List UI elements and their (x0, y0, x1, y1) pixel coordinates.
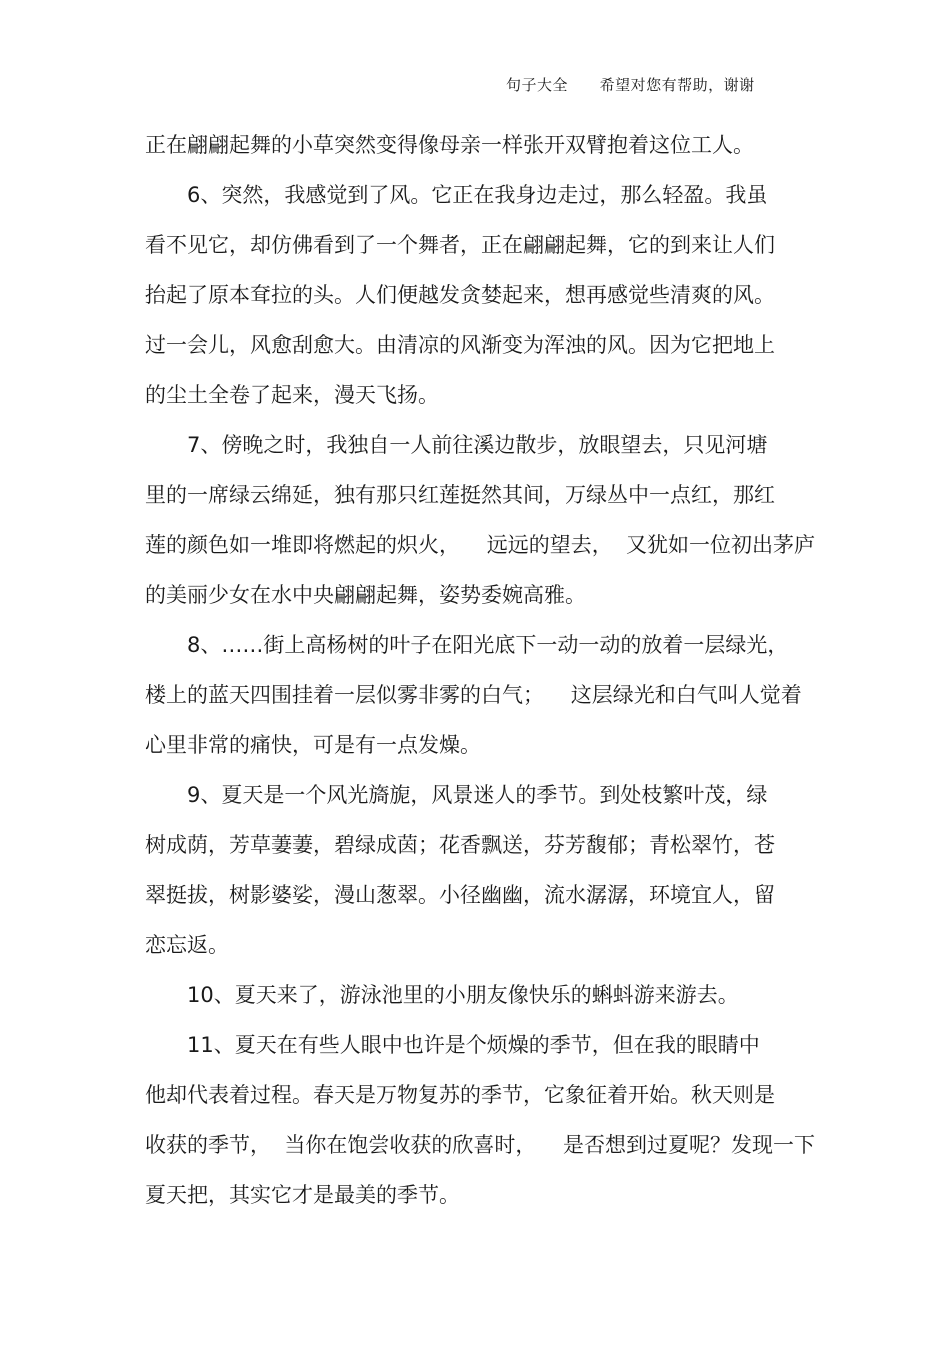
text-line: 过一会儿，风愈刮愈大。由清凉的风渐变为浑浊的风。因为它把地上 (145, 333, 775, 357)
text-line: 11、夏天在有些人眼中也许是个烦燥的季节，但在我的眼睛中 (187, 1033, 760, 1057)
text-line: 翠挺拔，树影婆娑，漫山葱翠。小径幽幽，流水潺潺，环境宜人，留 (145, 883, 775, 907)
page-header (506, 74, 755, 95)
text-line: 莲的颜色如一堆即将燃起的炽火， 远远的望去， 又犹如一位初出茅庐 (145, 533, 816, 557)
document-body (145, 125, 816, 1225)
text-line: 10、夏天来了，游泳池里的小朋友像快乐的蝌蚪游来游去。 (187, 983, 739, 1007)
text-line: 的尘土全卷了起来，漫天飞扬。 (145, 383, 439, 407)
text-line: 8、……街上高杨树的叶子在阳光底下一动一动的放着一层绿光， (187, 633, 789, 657)
text-line: 6、突然，我感觉到了风。它正在我身边走过，那么轻盈。我虽 (187, 183, 768, 207)
text-line: 7、傍晚之时，我独自一人前往溪边散步，放眼望去，只见河塘 (187, 433, 768, 457)
text-line: 里的一席绿云绵延，独有那只红莲挺然其间，万绿丛中一点红，那红 (145, 483, 775, 507)
text-line: 看不见它，却仿佛看到了一个舞者，正在翩翩起舞，它的到来让人们 (145, 233, 775, 257)
text-line: 抬起了原本耷拉的头。人们便越发贪婪起来，想再感觉些清爽的风。 (145, 283, 775, 307)
text-line: 心里非常的痛快，可是有一点发燥。 (145, 733, 481, 757)
text-line: 树成荫，芳草萋萋，碧绿成茵；花香飘送，芬芳馥郁；青松翠竹，苍 (145, 833, 775, 857)
text-line: 恋忘返。 (145, 933, 229, 957)
text-line: 夏天把，其实它才是最美的季节。 (145, 1183, 460, 1207)
text-line: 楼上的蓝天四围挂着一层似雾非雾的白气； 这层绿光和白气叫人觉着 (145, 683, 802, 707)
text-line: 收获的季节， 当你在饱尝收获的欣喜时， 是否想到过夏呢？发现一下 (145, 1133, 816, 1157)
text-line: 他却代表着过程。春天是万物复苏的季节，它象征着开始。秋天则是 (145, 1083, 775, 1107)
text-line: 9、夏天是一个风光旖旎，风景迷人的季节。到处枝繁叶茂，绿 (187, 783, 768, 807)
header-title: 句子大全 (506, 76, 569, 94)
text-line: 正在翩翩起舞的小草突然变得像母亲一样张开双臂抱着这位工人。 (145, 133, 754, 157)
text-line: 的美丽少女在水中央翩翩起舞，姿势委婉高雅。 (145, 583, 586, 607)
header-subtitle: 希望对您有帮助，谢谢 (599, 76, 755, 94)
